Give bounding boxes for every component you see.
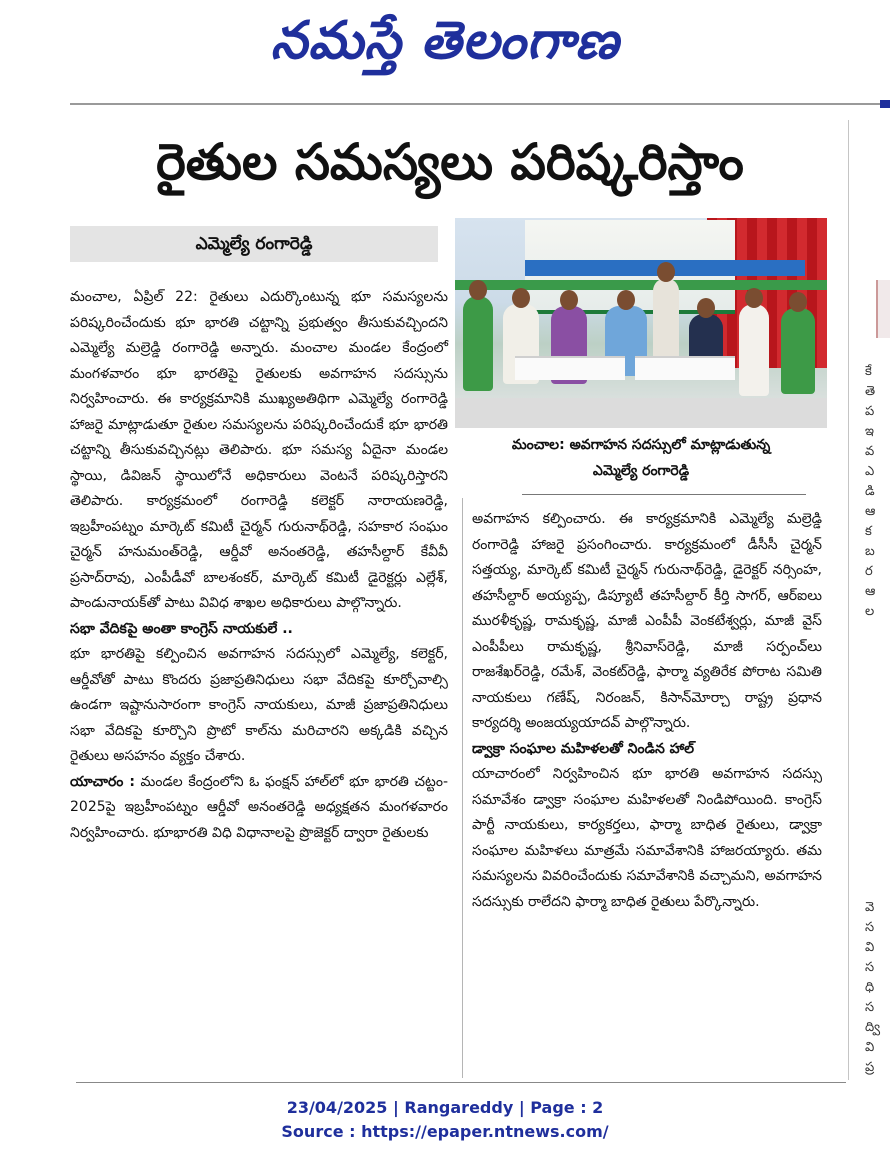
photo-person-head (697, 298, 715, 318)
side-fragment: స (865, 920, 875, 935)
photo-person (463, 296, 493, 391)
photo-person-head (657, 262, 675, 282)
article-headline: రైతుల సమస్యలు పరిష్కరిస్తాం (156, 133, 744, 191)
footer-date-edition: 23/04/2025 | Rangareddy | Page : 2 (286, 1098, 604, 1117)
photo-green-band (455, 280, 827, 290)
dateline: యాచారం : (70, 773, 135, 790)
newspaper-masthead: నమస్తే తెలంగాణ (270, 11, 620, 71)
article-paragraph (70, 770, 448, 847)
side-fragment: ఆ (865, 504, 876, 519)
photo-person-head (745, 288, 763, 308)
photo-person (781, 308, 815, 394)
article-paragraph: భూ భారతిపై కల్పించిన అవగాహన సదస్సులో ఎమ్మెల్యే, కలెక్టర్, ఆర్డీవోతో పాటు కొందరు ప్రజాప్రతినిధులు సభా వేదికపై కూర్చోవాల్సి ఉండగా ఇష్టానుసారంగా కాంగ్రెస్ నాయకులు, మాజీ ప్రజాప్రతినిధులు సభా వేదికపై కూర్చొని ప్రొటో కాల్‌ను మరిచారని అక్కడికి వచ్చిన రైతులు అసహనం వ్యక్తం చేశారు. (70, 646, 448, 764)
side-fragment: వె (865, 900, 875, 915)
side-fragments-top (865, 362, 890, 622)
side-fragment: ర (865, 564, 873, 579)
article-column-2 (472, 507, 822, 1077)
edge-marker (880, 100, 890, 108)
side-fragment: కే (865, 364, 872, 379)
photo-caption-line2: ఎమ్మెల్యే రంగారెడ్డి (592, 463, 690, 479)
side-fragment: ధి (865, 980, 875, 995)
article-paragraph-text: మండల కేంద్రంలోని ఓ ఫంక్షన్ హాల్‌లో భూ భారతి చట్టం- 2025పై ఇబ్రహీంపట్నం ఆర్డీవో అనంతరెడ్డి అధ్యక్షతన మంగళవారం నిర్వహించారు. భూభారతి విధి విధానాలపై ప్రొజెక్టర్ ద్వారా రైతులకు (70, 773, 449, 841)
article-column-1 (70, 285, 448, 1075)
photo-person-head (469, 280, 487, 300)
photo-table (515, 356, 625, 380)
article-paragraph: యాచారంలో నిర్వహించిన భూ భారతి అవగాహన సదస్సు సమావేశం డ్వాక్రా సంఘాల మహిళలతో నిండిపోయింది. కాంగ్రెస్ పార్టీ నాయకులు, కార్యకర్తలు, ఫార్మా బాధిత రైతులు, డ్వాక్రా సంఘాల మహిళలు మాత్రమే సమావేశానికి హాజరయ్యారు. తమ సమస్యలను వివరించేందుకు సమావేశానికి వచ్చామని, అవగాహన సదస్సుకు రాలేదని ఫార్మా బాధిత రైతులు పేర్కొన్నారు. (472, 766, 822, 910)
photo-person-head (512, 288, 530, 308)
page-footer (200, 1096, 690, 1144)
side-fragment: ద్వి (865, 1020, 881, 1035)
side-fragment: వి (865, 940, 875, 955)
side-fragment: క (865, 524, 872, 539)
masthead-divider (70, 103, 882, 105)
side-fragment: వి (865, 1040, 875, 1055)
side-fragment: ఇ (865, 424, 874, 439)
caption-divider (522, 494, 806, 495)
side-fragment: బ (865, 544, 875, 559)
photo-caption (455, 432, 827, 484)
page-edge-divider (848, 120, 849, 1080)
side-fragment: డి (865, 484, 875, 499)
side-fragment: ఆ (865, 584, 876, 599)
footer-source-link[interactable]: Source : https://epaper.ntnews.com/ (281, 1122, 609, 1141)
article-paragraph: అవగాహన కల్పించారు. ఈ కార్యక్రమానికి ఎమ్మెల్యే మల్రెడ్డి రంగారెడ్డి హాజరై ప్రసంగించారు. కార్యక్రమంలో డీసీసీ చైర్మన్ సత్తయ్య, మార్కెట్ కమిటీ చైర్మన్ గురునాథ్‌రెడ్డి, డైరెక్టర్ నర్సింహ, తహసీల్దార్ అయ్యప్ప, డిప్యూటీ తహసీల్దార్ కీర్తి సాగర్, ఆర్ఐలు మురళీకృష్ణ, రామకృష్ణ, మాజీ ఎంపీపీ వెంకటేశ్వర్లు, మాజీ వైస్ ఎంపీపీలు రామకృష్ణ, శ్రీనివాస్‌రెడ్డి, మాజీ సర్పంచ్‌లు రాజశేఖర్‌రెడ్డి, రమేశ్, వెంకట్‌రెడ్డి, ఫార్మా వ్యతిరేక పోరాట సమితి నాయకులు గణేష్, నిరంజన్, కిసాన్‌మోర్చా రాష్ట్ర ప్రధాన కార్యదర్శి అంజయ్యయాదవ్ పాల్గొన్నారు. (472, 511, 822, 731)
photo-floor (455, 398, 827, 428)
article-paragraph: మంచాల, ఏప్రిల్ 22: రైతులు ఎదుర్కొంటున్న భూ సమస్యలను పరిష్కరించేందుకు భూ భారతి చట్టాన్ని ప్రభుత్వం తీసుకువచ్చిందని ఎమ్మెల్యే మల్రెడ్డి రంగారెడ్డి అన్నారు. మంచాల మండల కేంద్రంలో మంగళవారం భూ భారతిపై రైతులకు అవగాహన సదస్సును నిర్వహించారు. ఈ కార్యక్రమానికి ముఖ్యఅతిథిగా ఎమ్మెల్యే రంగారెడ్డి హాజరై మాట్లాడుతూ రైతుల సమస్యలను పరిష్కరించేందుకే భూ భారతి చట్టాన్ని తీసుకువచ్చినట్లు తెలిపారు. భూ సమస్య ఏదైనా మండల స్థాయి, డివిజన్ స్థాయిలోనే అధికారులు వెంటనే పరిష్కరిస్తారని తెలిపారు. కార్యక్రమంలో రంగారెడ్డి కలెక్టర్ నారాయణరెడ్డి, ఇబ్రహీంపట్నం మార్కెట్ కమిటీ చైర్మన్ గురునాథ్‌రెడ్డి, సహకార సంఘం చైర్మన్ హనుమంత్‌రెడ్డి, ఆర్డీవో అనంతరెడ్డి, తహసీల్దార్ కేవీవీ ప్రసాద్‌రావు, ఎంపీడీవో బాలశంకర్, మార్కెట్ కమిటీ డైరెక్టర్లు ఎల్లేశ్, పాండునాయక్‌తో పాటు వివిధ శాఖల అధికారులు పాల్గొన్నారు. (70, 289, 448, 611)
footer-divider (76, 1082, 846, 1083)
photo-caption-line1: మంచాల: అవగాహన సదస్సులో మాట్లాడుతున్న (511, 437, 771, 453)
photo-table (635, 356, 735, 380)
column-divider (462, 498, 463, 1078)
side-fragment: ప (865, 404, 875, 419)
side-fragments-bottom (865, 898, 890, 1078)
side-fragment: వ (865, 444, 875, 459)
side-fragment: తె (865, 384, 876, 399)
photo-person (739, 304, 769, 396)
photo-person-head (789, 292, 807, 312)
side-clipping-box (876, 280, 890, 338)
article-subheading: సభా వేదికపై అంతా కాంగ్రెస్ నాయకులే .. (70, 620, 293, 637)
side-fragment: ల (865, 604, 875, 619)
side-fragment: స (865, 960, 875, 975)
article-subheading: డ్వాక్రా సంఘాల మహిళలతో నిండిన హాల్ (472, 740, 695, 757)
photo-person-head (617, 290, 635, 310)
article-photo (455, 218, 827, 428)
article-byline: ఎమ్మెల్యే రంగారెడ్డి (70, 226, 438, 262)
side-fragment: ప్ర (865, 1060, 875, 1075)
side-fragment: ఎ (865, 464, 875, 479)
side-fragment: స (865, 1000, 875, 1015)
photo-person-head (560, 290, 578, 310)
